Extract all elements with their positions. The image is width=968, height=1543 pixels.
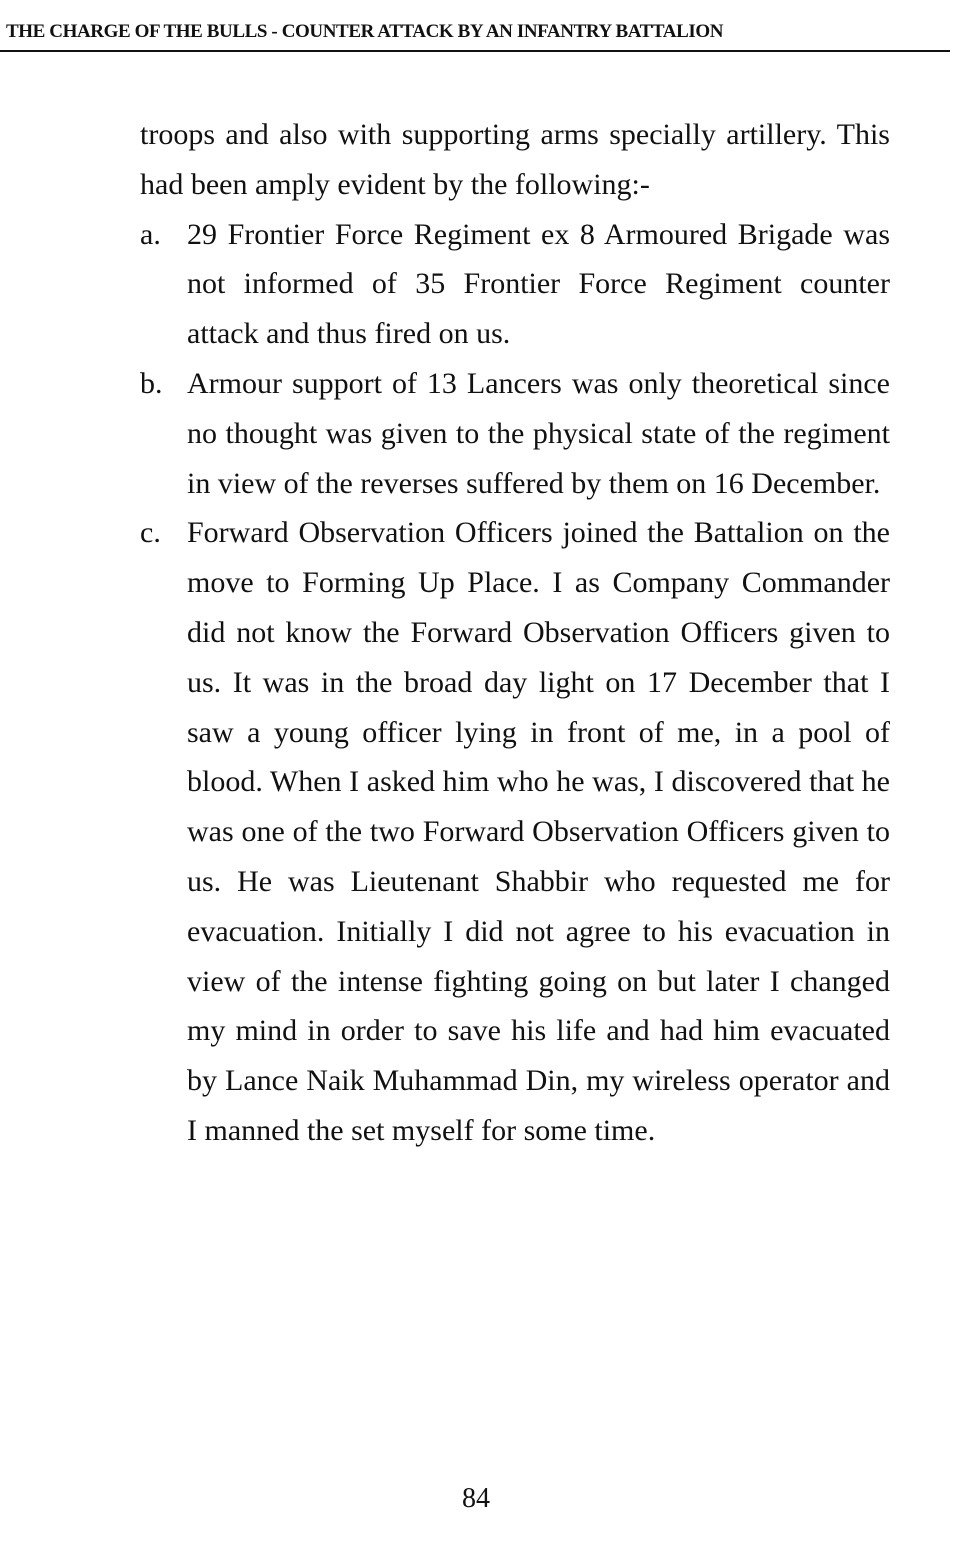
list-marker-b: b. [140, 366, 163, 400]
list-text-a: 29 Frontier Force Regiment ex 8 Armoured Brigade was not informed of 35 Frontier Force Regiment counter attack and thus fired on us. [187, 217, 890, 351]
list-text-b: Armour support of 13 Lancers was only theoretical since no thought was given to the physical state of the regiment in view of the reverses suffered by them on 16 December. [187, 366, 890, 500]
list-item-b [140, 359, 890, 508]
list-item-a [140, 210, 890, 359]
header-rule [0, 50, 950, 52]
list-item-c [140, 508, 890, 1155]
running-header: THE CHARGE OF THE BULLS - COUNTER ATTACK BY AN INFANTRY BATTALION [6, 21, 724, 42]
list-marker-a: a. [140, 217, 161, 251]
list-marker-c: c. [140, 516, 161, 550]
page-number: 84 [462, 1483, 490, 1514]
page-body [140, 110, 890, 1156]
intro-paragraph: troops and also with supporting arms specially artillery. This had been amply evident by the following:- [140, 118, 890, 201]
list-text-c: Forward Observation Officers joined the Battalion on the move to Forming Up Place. I as Company Commander did not know the Forward Observation Officers given to us. It was in the broad day light on 17 December that I saw a young officer lying in front of me, in a pool of blood. When I asked him who he was, I discovered that he was one of the two Forward Observation Officers given to us. He was Lieutenant Shabbir who requested me for evacuation. Initially I did not agree to his evacuation in view of the intense fighting going on but later I changed my mind in order to save his life and had him evacuated by Lance Naik Muhammad Din, my wireless operator and I manned the set myself for some time. [187, 516, 890, 1147]
